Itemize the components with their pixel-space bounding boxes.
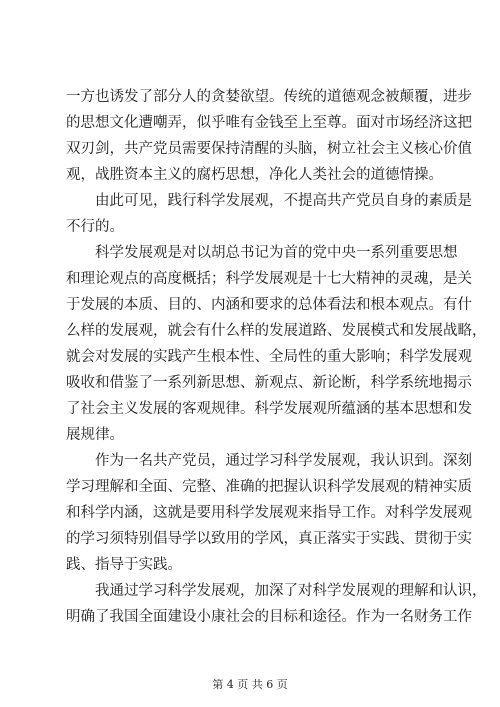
document-body — [66, 84, 487, 630]
text-line: 作为一名共产党员，通过学习科学发展观，我认识到。深刻 — [95, 453, 472, 469]
text-line: 吸收和借鉴了一系列新思想、新观点、新论断，科学系统地揭示 — [66, 375, 472, 391]
text-line: 的思想文化遭嘲弄，似乎唯有金钱至上至尊。面对市场经济这把 — [66, 115, 472, 131]
text-line: 由此可见，践行科学发展观，不提高共产党员自身的素质是 — [95, 193, 472, 209]
text-line: 和理论观点的高度概括；科学发展观是十七大精神的灵魂，是关 — [66, 271, 472, 287]
text-line: 就会对发展的实践产生根本性、全局性的重大影响；科学发展观 — [66, 349, 472, 365]
text-line: 学习理解和全面、完整、准确的把握认识科学发展观的精神实质 — [66, 479, 472, 495]
text-line: 和科学内涵，这就是要用科学发展观来指导工作。对科学发展观 — [66, 505, 472, 521]
text-line: 了社会主义发展的客观规律。科学发展观所蕴涵的基本思想和发 — [66, 401, 472, 417]
text-line: 不行的。 — [66, 219, 124, 235]
text-line: 观，战胜资本主义的腐朽思想，净化人类社会的道德情操。 — [66, 167, 443, 183]
text-line: 践、指导于实践。 — [66, 557, 182, 573]
text-line: 科学发展观是对以胡总书记为首的党中央一系列重要思想 — [95, 245, 458, 261]
text-line: 双刃剑，共产党员需要保持清醒的头脑，树立社会主义核心价值 — [66, 141, 472, 157]
text-line: 的学习须特别倡导学以致用的学风，真正落实于实践、贯彻于实 — [66, 531, 472, 547]
text-line: 我通过学习科学发展观，加深了对科学发展观的理解和认识， — [95, 583, 487, 599]
text-line: 明确了我国全面建设小康社会的目标和途径。作为一名财务工作 — [66, 609, 472, 625]
text-line: 一方也诱发了部分人的贪婪欲望。传统的道德观念被颠覆，进步 — [66, 89, 472, 105]
page-footer: 第 4 页 共 6 页 — [212, 678, 288, 691]
text-line: 展规律。 — [66, 427, 124, 443]
text-line: 于发展的本质、目的、内涵和要求的总体看法和根本观点。有什 — [66, 297, 472, 313]
text-line: 么样的发展观，就会有什么样的发展道路、发展模式和发展战略， — [66, 323, 487, 339]
